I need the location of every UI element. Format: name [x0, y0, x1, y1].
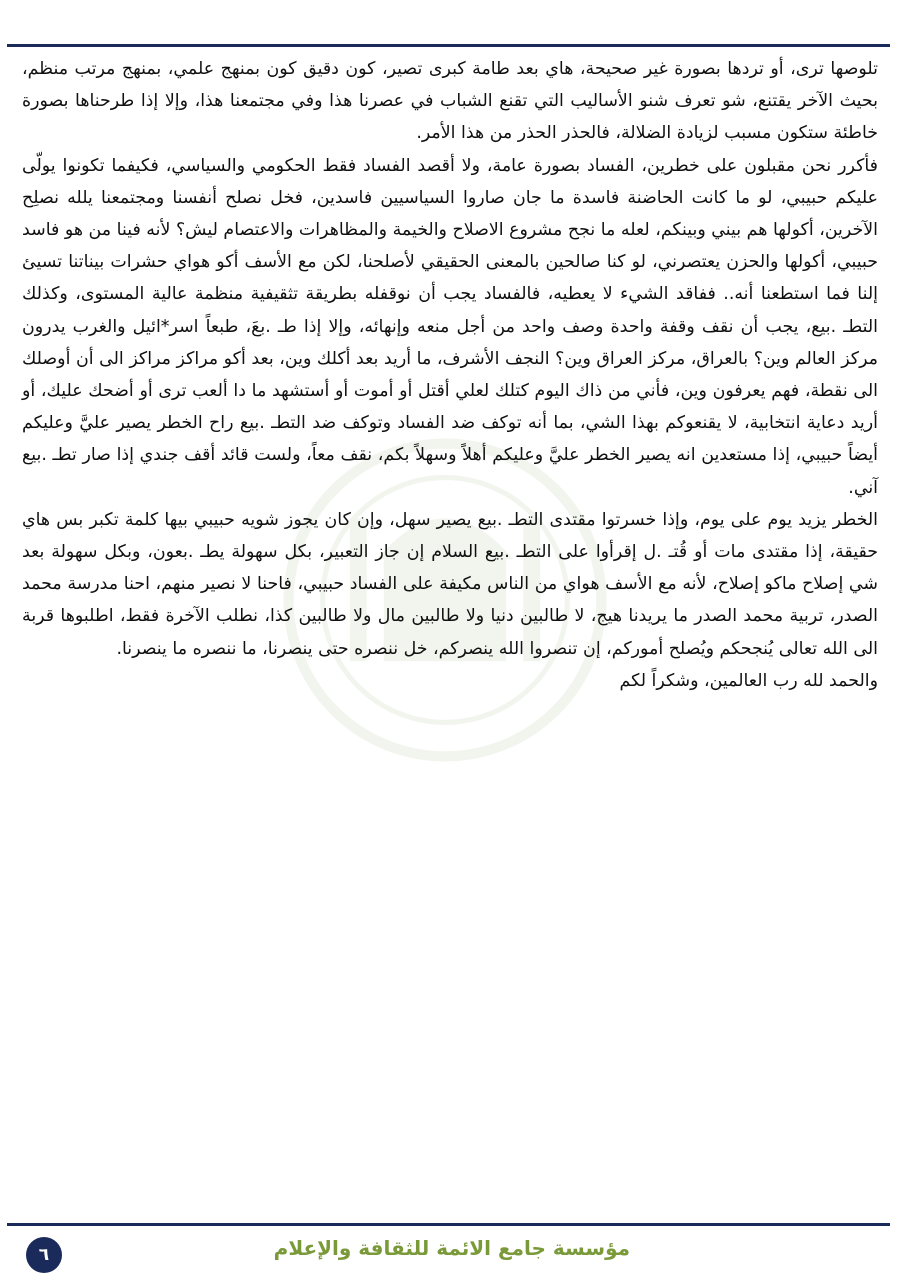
bottom-rule: [7, 1223, 890, 1226]
closing-line: والحمد لله رب العالمين، وشكراً لكم: [619, 670, 878, 691]
publisher-name: مؤسسة جامع الائمة للثقافة والإعلام: [273, 1236, 630, 1260]
document-body: [22, 53, 878, 697]
page-number-badge: ٦: [26, 1237, 62, 1273]
paragraph: الخطر يزيد يوم على يوم، وإذا خسرتوا مقتدى التطـ .بيع يصير سهل، وإن كان يجوز شويه حبيبي بيها كلمة تكبر بس هاي حقيقة، إذا مقتدى مات أو قُتـ .ل إقرأوا على التطـ .بيع السلام إن جاز التعبير، بكل سهولة يطـ .بعون، وبكل سهولة بعد شي إصلاح ماكو إصلاح، لأنه مع الأسف هواي من الناس مكيفة على الفساد حبيبي، فاحنا لا نصير منهم، احنا مدرسة محمد الصدر، تربية محمد الصدر ما يريدنا هيج، لا طالبين دنيا ولا طالبين مال ولا طالبين كذا، نطلب الآخرة فقط، اطلبوها قربة الى الله تعالى يُنجحكم ويُصلح أموركم، إن تنصروا الله ينصركم، خل ننصره حتى ينصرنا، ما ننصره ما ينصرنا.: [22, 509, 878, 659]
top-rule: [7, 44, 890, 47]
paragraph: تلوصها ترى، أو تردها بصورة غير صحيحة، هاي بعد طامة كبرى تصير، كون دقيق كون بمنهج علمي، بمنهج مرتب منظم، بحيث الآخر يقتنع، شو تعرف شنو الأساليب التي تقنع الشباب في عصرنا هذا وفي مجتمعنا هذا، وإلا إذا طرحناها بصورة خاطئة ستكون مسبب لزيادة الضلالة، فالحذر الحذر من هذا الأمر.: [22, 59, 878, 144]
paragraph: فأكرر نحن مقبلون على خطرين، الفساد بصورة عامة، ولا أقصد الفساد فقط الحكومي والسياسي، فكيفما تكونوا يولّى عليكم حبيبي، لو ما كانت الحاضنة فاسدة ما جان صاروا السياسيين فاسدين، فخل نصلح أنفسنا ومجتمعنا يلله نصلِح الآخرين، أكولها هم بيني وبينكم، لعله ما نجح مشروع الاصلاح والخيمة والمظاهرات والاعتصام ليش؟ لأنه فينا من هو فاسد حبيبي، أكولها والحزن يعتصرني، لو كنا صالحين بالمعنى الحقيقي لأصلحنا، لكن مع الأسف أكو هواي حشرات بيناتنا تسيئ إلنا فما استطعنا أنه.. ففاقد الشيء لا يعطيه، فالفساد يجب أن نوقفله بطريقة تثقيفية منظمة عالية المستوى، وكذلك التطـ .بيع، يجب أن نقف وقفة واحدة وصف واحد من أجل منعه وإنهائه، وإلا إذا طـ .بعَ، طبعاً اسر*ائيل والغرب يدرون مركز العالم وين؟ بالعراق، مركز العراق وين؟ النجف الأشرف، ما أريد بعد أكلك وين، بعد أكو مراكز مراكز الى أن أوصلك الى نقطة، فهم يعرفون وين، فأني من ذاك اليوم كتلك لعلي أقتل أو أموت أو أستشهد ما دا ألعب ترى أو أضحك عليك، أو أريد دعاية انتخابية، لا يقنعوكم بهذا الشي، بما أنه توكف ضد الفساد وتوكف ضد التطـ .بيع راح الخطر يصير عليَّ وعليكم أيضاً حبيبي، إذا مستعدين انه يصير الخطر عليَّ وعليكم أهلاً وسهلاً بكم، نقف معاً، ولست قائد أقف جندي إذا صار تطـ .بيع آني.: [22, 155, 878, 498]
